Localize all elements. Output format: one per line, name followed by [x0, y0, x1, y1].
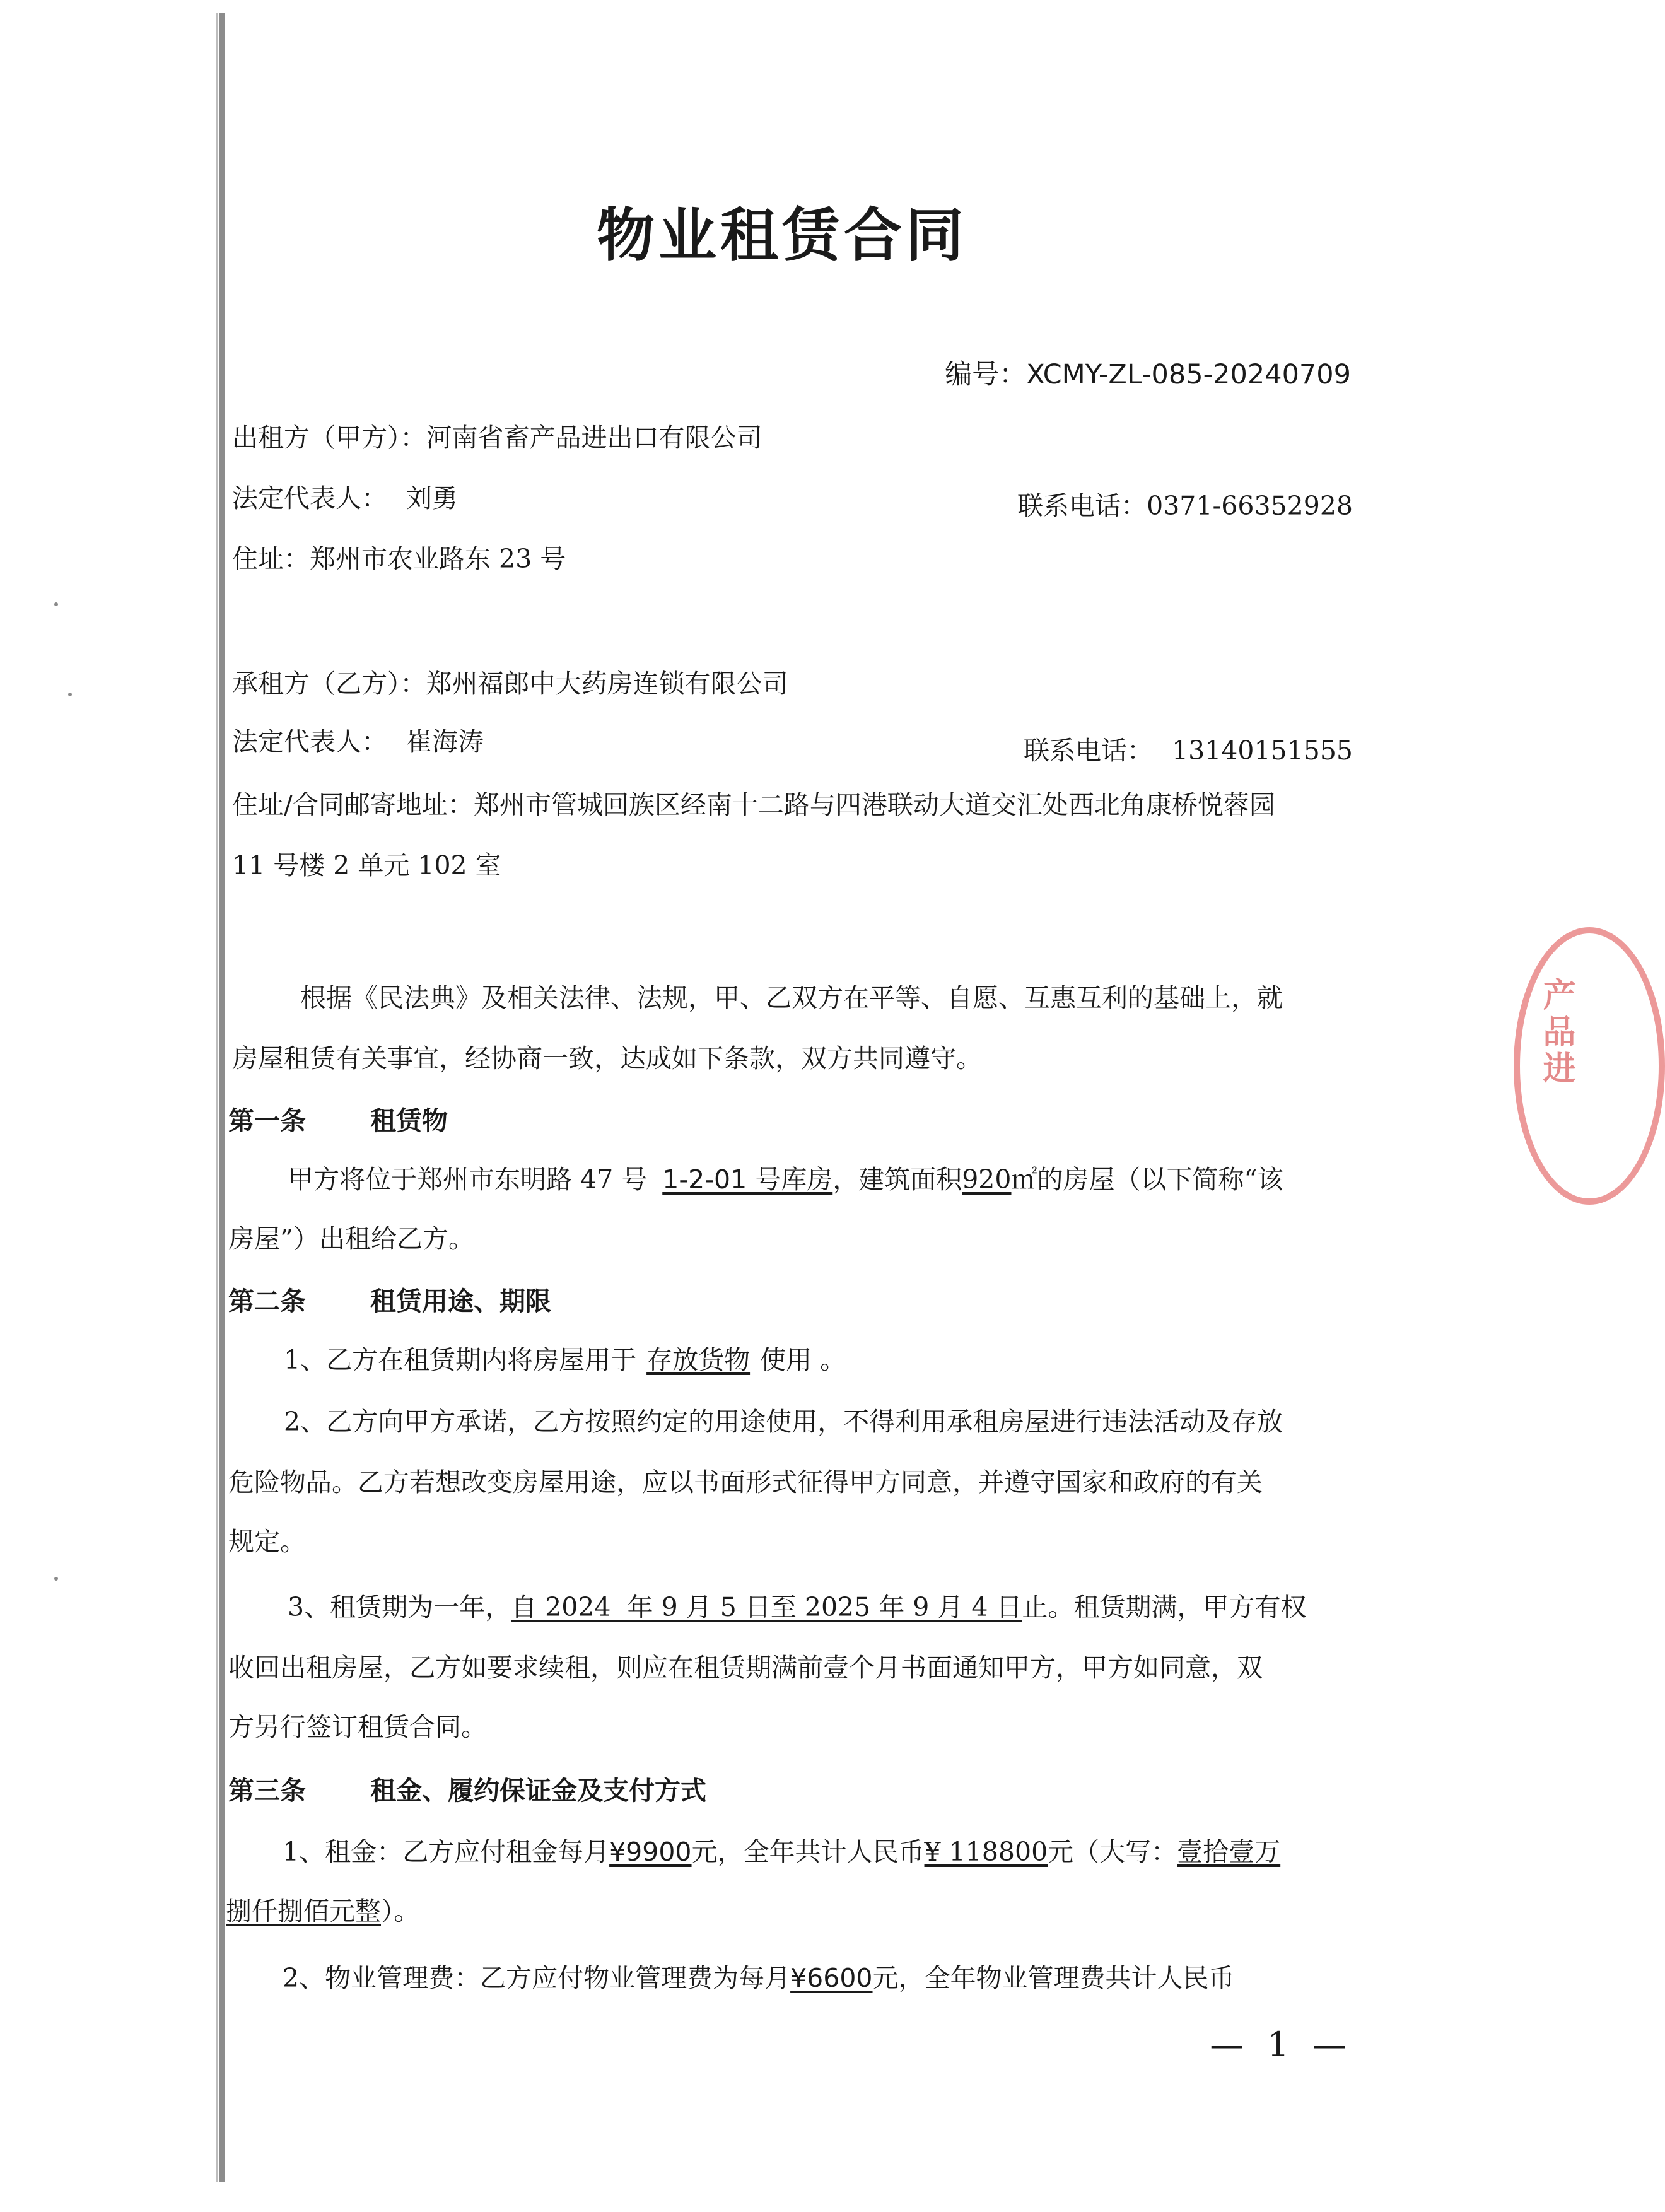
article3-item1-tail: ）。: [381, 1896, 420, 1926]
lessee-name-label: 承租方（乙方）：: [232, 669, 426, 699]
scan-speck: [68, 693, 72, 696]
lessee-phone-row: [1024, 735, 1353, 766]
preamble-line1: 根据《民法典》及相关法律、法规，甲、乙双方在平等、自愿、互惠互利的基础上，就: [300, 983, 1283, 1013]
scan-speck: [54, 1577, 58, 1581]
article3-annual-words-b: 捌仟捌佰元整: [226, 1896, 381, 1926]
contract-number: 编号：XCMY-ZL-085-20240709: [945, 359, 1351, 390]
article2-item2-line3: 规定。: [228, 1526, 306, 1557]
article2-heading: [228, 1280, 551, 1318]
article1-para-line1: [288, 1164, 1283, 1195]
lessee-phone: 13140151555: [1172, 735, 1353, 766]
article2-title: 租赁用途、期限: [370, 1286, 551, 1316]
lessor-name: 河南省畜产品进出口有限公司: [426, 423, 762, 453]
article3-mgmt-label: 2、物业管理费：乙方应付物业管理费为每月: [283, 1963, 791, 1993]
lessee-rep-label: 法定代表人：: [232, 727, 387, 757]
binding-margin-line: [216, 13, 225, 2182]
article2-term: 自 2024 年 9 月 5 日至 2025 年 9 月 4 日: [511, 1592, 1022, 1622]
lessor-rep-row: [232, 483, 458, 513]
company-seal-stamp: [1514, 927, 1665, 1205]
lessor-phone: 0371-66352928: [1147, 491, 1353, 521]
article2-item1: [284, 1345, 846, 1375]
article1-desc: ㎡的房屋（以下简称“该: [1011, 1164, 1283, 1195]
article3-words-label: 元（大写：: [1048, 1837, 1177, 1867]
lessee-address-label: 住址/合同邮寄地址：: [232, 790, 474, 820]
article3-rent-label: 1、租金：乙方应付租金每月: [283, 1837, 610, 1867]
article3-item2-line1: [283, 1963, 1235, 1993]
lessee-address-row: [232, 790, 1275, 820]
article2-item2-line2: 危险物品。乙方若想改变房屋用途，应以书面形式征得甲方同意，并遵守国家和政府的有关: [228, 1467, 1263, 1497]
article2-item3-text: 3、租赁期为一年，: [288, 1592, 511, 1622]
lessee-rep-row: [232, 727, 484, 757]
article1-area-label: ，建筑面积: [833, 1164, 962, 1195]
article2-item3-line2: 收回出租房屋，乙方如要求续租，则应在租赁期满前壹个月书面通知甲方，甲方如同意，双: [228, 1653, 1263, 1683]
article1-area: 920: [962, 1164, 1012, 1195]
article3-annual-rent: ¥ 118800: [924, 1837, 1048, 1867]
seal-text: 产品进: [1537, 978, 1575, 1087]
article3-item1-line2: [226, 1896, 420, 1926]
lessor-phone-row: [1017, 491, 1353, 521]
document-title: 物业租赁合同: [596, 202, 967, 269]
lessor-address-label: 住址：: [232, 544, 310, 574]
lessee-rep: 崔海涛: [406, 727, 484, 757]
page-number: — 1 —: [1210, 2025, 1353, 2064]
article2-use: 存放货物: [646, 1345, 751, 1375]
article3-heading: [228, 1770, 706, 1807]
lessor-name-row: [232, 423, 762, 453]
article3-annual-label: 元，全年共计人民币: [691, 1837, 925, 1867]
article2-item2-line1: 2、乙方向甲方承诺，乙方按照约定的用途使用，不得利用承租房屋进行违法活动及存放: [284, 1407, 1283, 1437]
article3-number: 第三条: [228, 1776, 306, 1806]
article3-monthly-mgmt-fee: ¥6600: [790, 1963, 873, 1993]
lessee-address-line1: 郑州市管城回族区经南十二路与四港联动大道交汇处西北角康桥悦蓉园: [473, 790, 1275, 820]
lessee-phone-label: 联系电话：: [1024, 735, 1154, 766]
article2-item3-tail: 止。租赁期满，甲方有权: [1022, 1592, 1307, 1622]
lessee-address-line2: 11 号楼 2 单元 102 室: [232, 850, 501, 881]
lessor-phone-label: 联系电话：: [1017, 491, 1147, 521]
article2-item3-line3: 方另行签订租赁合同。: [228, 1712, 487, 1742]
lessor-address: 郑州市农业路东 23 号: [310, 544, 566, 574]
scan-speck: [54, 602, 58, 606]
article3-mgmt-tail: 元，全年物业管理费共计人民币: [872, 1963, 1235, 1993]
article3-annual-words-a: 壹拾壹万: [1177, 1837, 1281, 1867]
article3-item1-line1: [283, 1837, 1280, 1867]
article3-title: 租金、履约保证金及支付方式: [370, 1776, 706, 1806]
lessor-rep-label: 法定代表人：: [232, 483, 387, 513]
article1-number: 第一条: [228, 1106, 306, 1136]
article1-location: 甲方将位于郑州市东明路 47 号: [288, 1164, 648, 1195]
lessee-name: 郑州福郎中大药房连锁有限公司: [426, 669, 788, 699]
lessee-name-row: [232, 669, 788, 699]
article2-item1-text: 1、乙方在租赁期内将房屋用于: [284, 1345, 637, 1375]
article1-para-line2: 房屋”）出租给乙方。: [228, 1224, 474, 1254]
lessor-address-row: [232, 544, 566, 574]
article1-heading: [228, 1100, 448, 1137]
article2-item3-line1: [288, 1592, 1307, 1622]
article3-monthly-rent: ¥9900: [609, 1837, 692, 1867]
article1-unit: 1-2-01 号库房: [662, 1164, 833, 1195]
article2-number: 第二条: [228, 1286, 306, 1316]
lessor-name-label: 出租方（甲方）：: [232, 423, 426, 453]
article2-item1-tail: 使用 。: [760, 1345, 846, 1375]
article1-title: 租赁物: [370, 1106, 448, 1136]
lessor-rep: 刘勇: [406, 483, 458, 513]
preamble-line2: 房屋租赁有关事宜，经协商一致，达成如下条款，双方共同遵守。: [232, 1043, 982, 1074]
